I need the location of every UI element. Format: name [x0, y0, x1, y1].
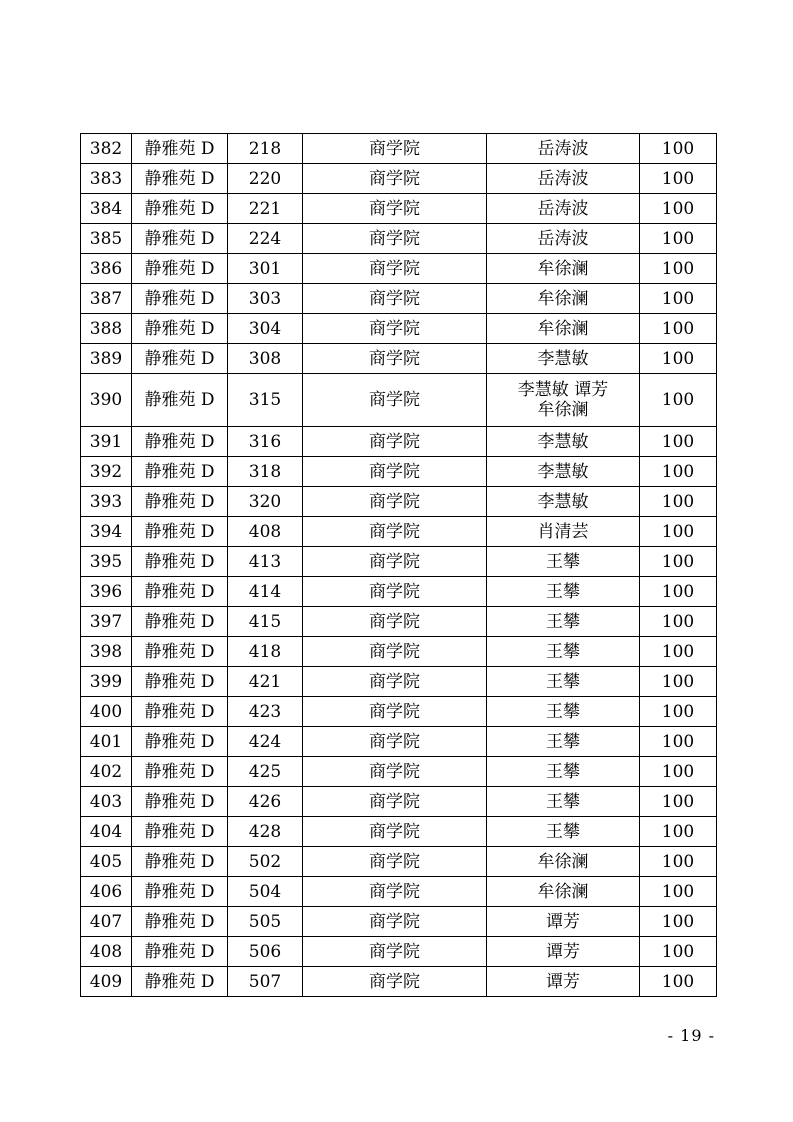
serial-number-cell: 401	[81, 727, 132, 757]
serial-number-cell: 397	[81, 607, 132, 637]
table-body	[81, 134, 717, 997]
score-cell: 100	[640, 877, 717, 907]
room-number-cell: 303	[228, 284, 303, 314]
building-cell: 静雅苑 D	[132, 457, 228, 487]
college-cell: 商学院	[303, 194, 487, 224]
serial-number-cell: 408	[81, 937, 132, 967]
building-cell: 静雅苑 D	[132, 847, 228, 877]
college-cell: 商学院	[303, 224, 487, 254]
score-cell: 100	[640, 284, 717, 314]
counselor-cell: 岳涛波	[487, 134, 640, 164]
score-cell: 100	[640, 314, 717, 344]
building-cell: 静雅苑 D	[132, 697, 228, 727]
score-cell: 100	[640, 967, 717, 997]
college-cell: 商学院	[303, 487, 487, 517]
building-cell: 静雅苑 D	[132, 134, 228, 164]
serial-number-cell: 404	[81, 817, 132, 847]
room-number-cell: 308	[228, 344, 303, 374]
college-cell: 商学院	[303, 637, 487, 667]
serial-number-cell: 391	[81, 427, 132, 457]
counselor-cell: 牟徐澜	[487, 847, 640, 877]
counselor-cell: 岳涛波	[487, 164, 640, 194]
room-number-cell: 428	[228, 817, 303, 847]
building-cell: 静雅苑 D	[132, 637, 228, 667]
counselor-cell: 王攀	[487, 607, 640, 637]
score-cell: 100	[640, 757, 717, 787]
score-cell: 100	[640, 637, 717, 667]
building-cell: 静雅苑 D	[132, 787, 228, 817]
college-cell: 商学院	[303, 667, 487, 697]
table-row	[81, 254, 717, 284]
building-cell: 静雅苑 D	[132, 194, 228, 224]
score-cell: 100	[640, 727, 717, 757]
room-number-cell: 424	[228, 727, 303, 757]
room-number-cell: 506	[228, 937, 303, 967]
serial-number-cell: 402	[81, 757, 132, 787]
score-cell: 100	[640, 164, 717, 194]
room-number-cell: 408	[228, 517, 303, 547]
building-cell: 静雅苑 D	[132, 374, 228, 427]
table-row	[81, 637, 717, 667]
room-number-cell: 502	[228, 847, 303, 877]
table-row	[81, 817, 717, 847]
serial-number-cell: 388	[81, 314, 132, 344]
college-cell: 商学院	[303, 254, 487, 284]
counselor-cell: 谭芳	[487, 907, 640, 937]
counselor-cell: 李慧敏	[487, 487, 640, 517]
table-row	[81, 427, 717, 457]
score-cell: 100	[640, 254, 717, 284]
table-row	[81, 727, 717, 757]
building-cell: 静雅苑 D	[132, 254, 228, 284]
room-number-cell: 304	[228, 314, 303, 344]
college-cell: 商学院	[303, 937, 487, 967]
building-cell: 静雅苑 D	[132, 547, 228, 577]
serial-number-cell: 383	[81, 164, 132, 194]
counselor-cell: 肖清芸	[487, 517, 640, 547]
room-number-cell: 505	[228, 907, 303, 937]
room-number-cell: 414	[228, 577, 303, 607]
room-number-cell: 318	[228, 457, 303, 487]
serial-number-cell: 382	[81, 134, 132, 164]
college-cell: 商学院	[303, 427, 487, 457]
counselor-cell	[487, 374, 640, 427]
college-cell: 商学院	[303, 817, 487, 847]
score-cell: 100	[640, 547, 717, 577]
serial-number-cell: 394	[81, 517, 132, 547]
room-number-cell: 221	[228, 194, 303, 224]
room-number-cell: 218	[228, 134, 303, 164]
counselor-cell: 王攀	[487, 547, 640, 577]
table-row	[81, 547, 717, 577]
college-cell: 商学院	[303, 727, 487, 757]
serial-number-cell: 409	[81, 967, 132, 997]
counselor-cell: 岳涛波	[487, 194, 640, 224]
building-cell: 静雅苑 D	[132, 727, 228, 757]
college-cell: 商学院	[303, 164, 487, 194]
score-cell: 100	[640, 697, 717, 727]
counselor-cell: 谭芳	[487, 967, 640, 997]
building-cell: 静雅苑 D	[132, 877, 228, 907]
building-cell: 静雅苑 D	[132, 284, 228, 314]
room-number-cell: 301	[228, 254, 303, 284]
building-cell: 静雅苑 D	[132, 577, 228, 607]
table-row	[81, 134, 717, 164]
college-cell: 商学院	[303, 877, 487, 907]
table-row	[81, 457, 717, 487]
college-cell: 商学院	[303, 314, 487, 344]
counselor-cell: 李慧敏	[487, 427, 640, 457]
building-cell: 静雅苑 D	[132, 314, 228, 344]
serial-number-cell: 390	[81, 374, 132, 427]
table-row	[81, 487, 717, 517]
counselor-cell: 谭芳	[487, 937, 640, 967]
serial-number-cell: 385	[81, 224, 132, 254]
college-cell: 商学院	[303, 787, 487, 817]
serial-number-cell: 386	[81, 254, 132, 284]
serial-number-cell: 403	[81, 787, 132, 817]
room-number-cell: 320	[228, 487, 303, 517]
table-row	[81, 344, 717, 374]
counselor-cell: 牟徐澜	[487, 877, 640, 907]
score-cell: 100	[640, 374, 717, 427]
serial-number-cell: 392	[81, 457, 132, 487]
college-cell: 商学院	[303, 374, 487, 427]
serial-number-cell: 393	[81, 487, 132, 517]
counselor-cell: 王攀	[487, 757, 640, 787]
counselor-cell: 王攀	[487, 787, 640, 817]
serial-number-cell: 407	[81, 907, 132, 937]
table-row	[81, 577, 717, 607]
table-row	[81, 757, 717, 787]
counselor-cell: 牟徐澜	[487, 254, 640, 284]
building-cell: 静雅苑 D	[132, 427, 228, 457]
counselor-cell: 王攀	[487, 577, 640, 607]
table-row	[81, 937, 717, 967]
serial-number-cell: 389	[81, 344, 132, 374]
room-number-cell: 413	[228, 547, 303, 577]
college-cell: 商学院	[303, 344, 487, 374]
building-cell: 静雅苑 D	[132, 487, 228, 517]
room-number-cell: 504	[228, 877, 303, 907]
table-row	[81, 847, 717, 877]
table-row	[81, 967, 717, 997]
serial-number-cell: 395	[81, 547, 132, 577]
table-row	[81, 194, 717, 224]
score-cell: 100	[640, 427, 717, 457]
building-cell: 静雅苑 D	[132, 607, 228, 637]
score-cell: 100	[640, 224, 717, 254]
serial-number-cell: 399	[81, 667, 132, 697]
page-number: - 19 -	[667, 1026, 715, 1045]
counselor-cell: 李慧敏	[487, 457, 640, 487]
score-cell: 100	[640, 344, 717, 374]
serial-number-cell: 384	[81, 194, 132, 224]
counselor-cell: 岳涛波	[487, 224, 640, 254]
room-number-cell: 224	[228, 224, 303, 254]
table-row	[81, 607, 717, 637]
college-cell: 商学院	[303, 967, 487, 997]
room-number-cell: 426	[228, 787, 303, 817]
score-cell: 100	[640, 517, 717, 547]
college-cell: 商学院	[303, 517, 487, 547]
counselor-cell: 李慧敏	[487, 344, 640, 374]
score-cell: 100	[640, 667, 717, 697]
serial-number-cell: 398	[81, 637, 132, 667]
table-row	[81, 787, 717, 817]
score-cell: 100	[640, 134, 717, 164]
room-number-cell: 423	[228, 697, 303, 727]
building-cell: 静雅苑 D	[132, 967, 228, 997]
serial-number-cell: 400	[81, 697, 132, 727]
college-cell: 商学院	[303, 907, 487, 937]
college-cell: 商学院	[303, 284, 487, 314]
counselor-cell: 王攀	[487, 697, 640, 727]
counselor-cell: 王攀	[487, 667, 640, 697]
college-cell: 商学院	[303, 547, 487, 577]
building-cell: 静雅苑 D	[132, 937, 228, 967]
building-cell: 静雅苑 D	[132, 517, 228, 547]
room-number-cell: 421	[228, 667, 303, 697]
college-cell: 商学院	[303, 697, 487, 727]
counselor-cell: 王攀	[487, 817, 640, 847]
table-row	[81, 224, 717, 254]
serial-number-cell: 396	[81, 577, 132, 607]
room-number-cell: 220	[228, 164, 303, 194]
college-cell: 商学院	[303, 847, 487, 877]
table-row	[81, 877, 717, 907]
score-cell: 100	[640, 847, 717, 877]
dormitory-table	[80, 133, 717, 997]
score-cell: 100	[640, 817, 717, 847]
building-cell: 静雅苑 D	[132, 344, 228, 374]
building-cell: 静雅苑 D	[132, 817, 228, 847]
room-number-cell: 418	[228, 637, 303, 667]
table-row	[81, 907, 717, 937]
score-cell: 100	[640, 907, 717, 937]
score-cell: 100	[640, 457, 717, 487]
score-cell: 100	[640, 577, 717, 607]
building-cell: 静雅苑 D	[132, 164, 228, 194]
counselor-cell: 牟徐澜	[487, 314, 640, 344]
score-cell: 100	[640, 487, 717, 517]
building-cell: 静雅苑 D	[132, 667, 228, 697]
counselor-line: 李慧敏 谭芳	[517, 380, 609, 400]
counselor-line: 牟徐澜	[537, 400, 589, 420]
table-row	[81, 374, 717, 427]
room-number-cell: 316	[228, 427, 303, 457]
building-cell: 静雅苑 D	[132, 757, 228, 787]
counselor-cell: 王攀	[487, 727, 640, 757]
room-number-cell: 415	[228, 607, 303, 637]
counselor-cell: 牟徐澜	[487, 284, 640, 314]
college-cell: 商学院	[303, 757, 487, 787]
serial-number-cell: 406	[81, 877, 132, 907]
score-cell: 100	[640, 607, 717, 637]
room-number-cell: 315	[228, 374, 303, 427]
table-row	[81, 667, 717, 697]
score-cell: 100	[640, 937, 717, 967]
score-cell: 100	[640, 194, 717, 224]
room-number-cell: 425	[228, 757, 303, 787]
room-number-cell: 507	[228, 967, 303, 997]
college-cell: 商学院	[303, 457, 487, 487]
college-cell: 商学院	[303, 577, 487, 607]
score-cell: 100	[640, 787, 717, 817]
college-cell: 商学院	[303, 134, 487, 164]
table-row	[81, 517, 717, 547]
table-row	[81, 284, 717, 314]
table-row	[81, 164, 717, 194]
building-cell: 静雅苑 D	[132, 907, 228, 937]
counselor-cell: 王攀	[487, 637, 640, 667]
building-cell: 静雅苑 D	[132, 224, 228, 254]
serial-number-cell: 405	[81, 847, 132, 877]
table-row	[81, 314, 717, 344]
serial-number-cell: 387	[81, 284, 132, 314]
college-cell: 商学院	[303, 607, 487, 637]
table-row	[81, 697, 717, 727]
